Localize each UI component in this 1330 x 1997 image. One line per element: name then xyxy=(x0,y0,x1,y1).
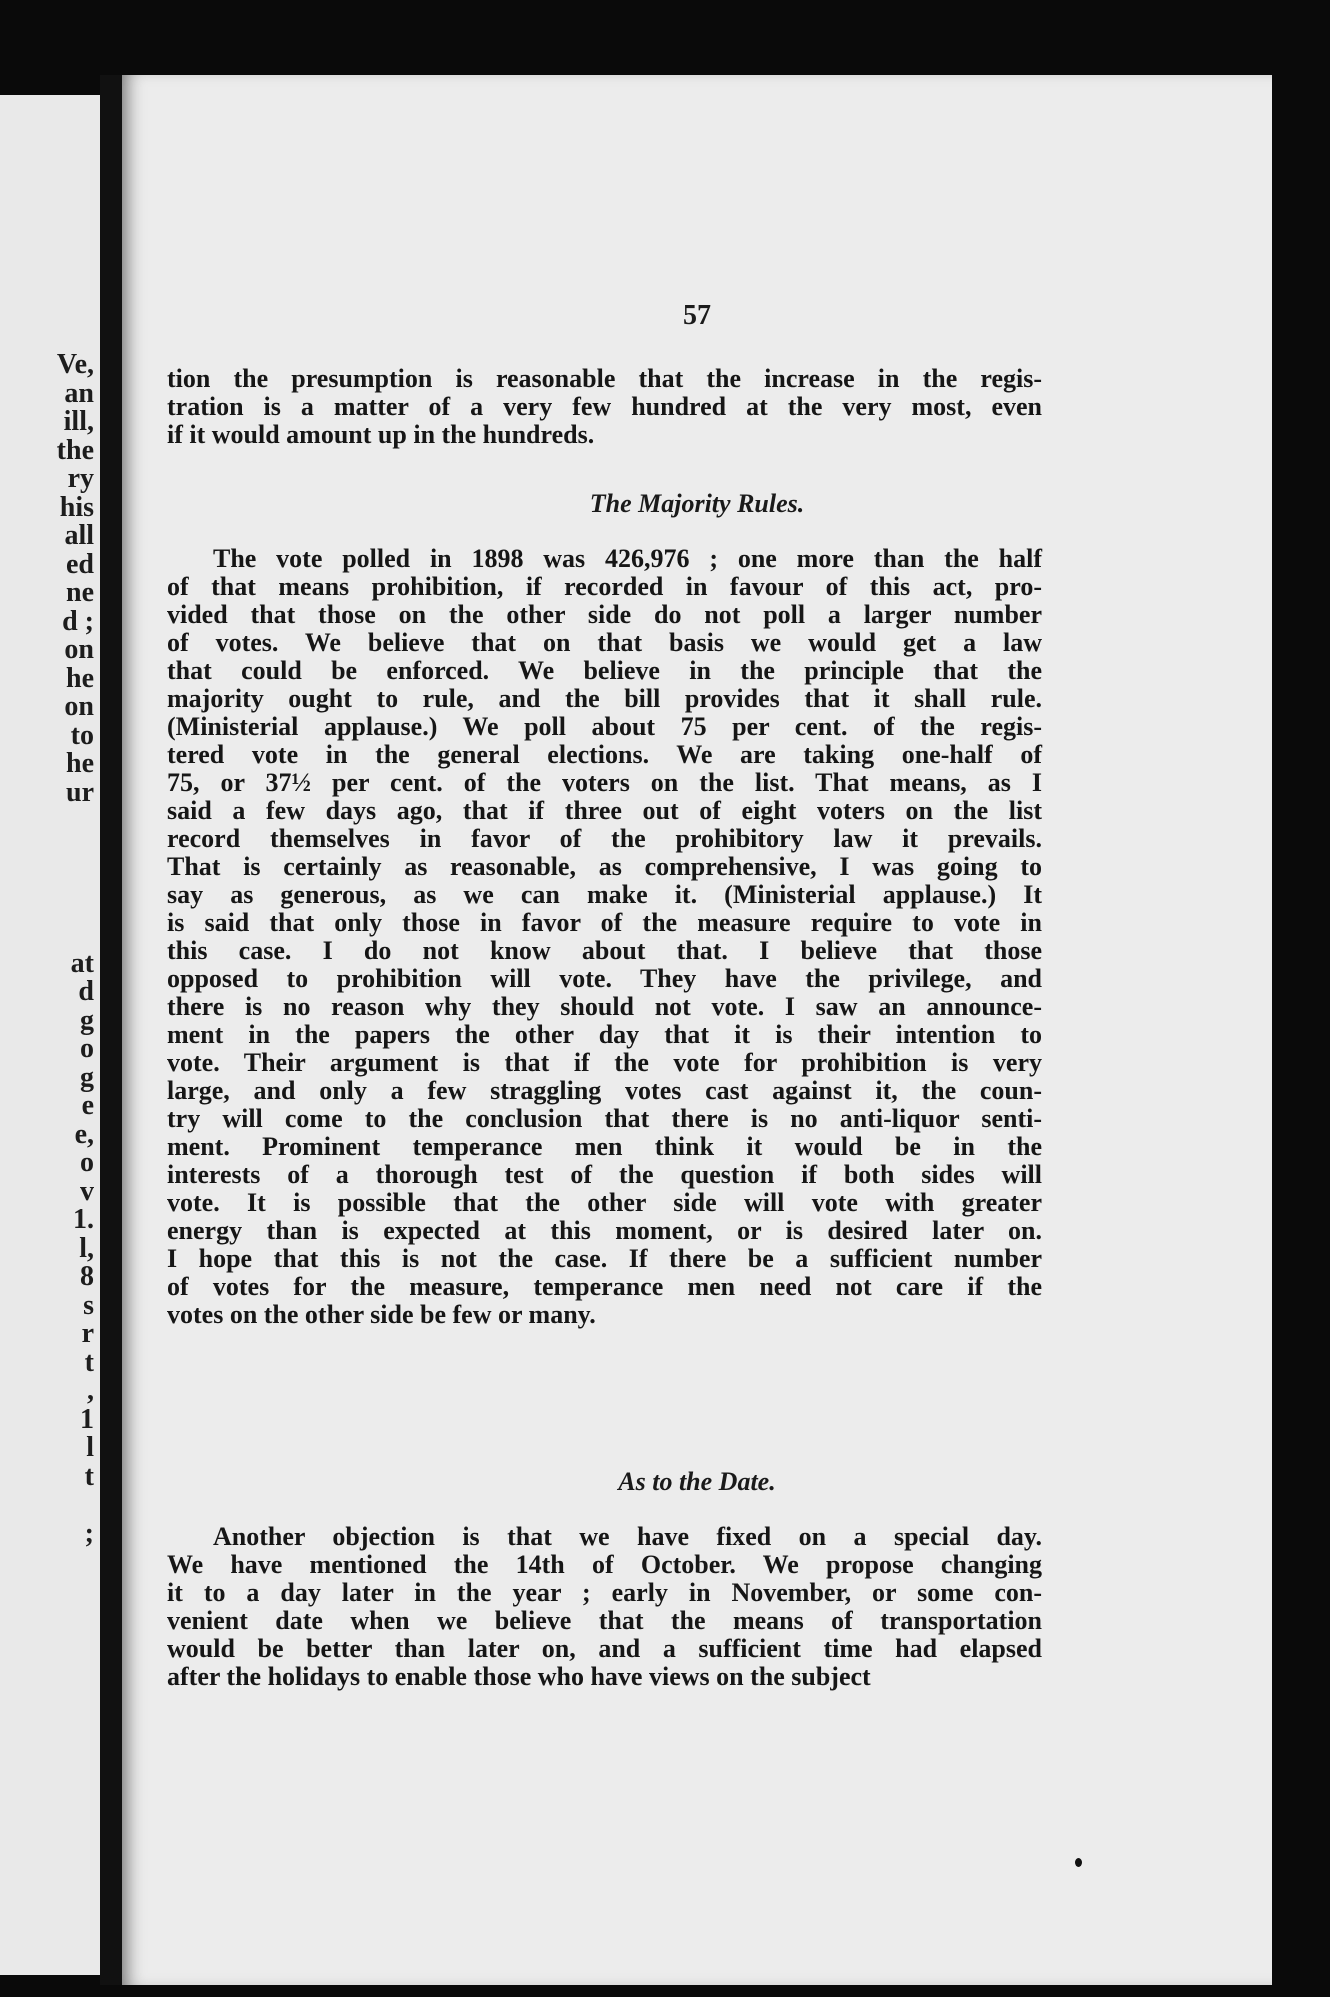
left-page-fragment: ne xyxy=(66,577,94,608)
left-page-fragment: t xyxy=(84,1346,94,1378)
paragraph-1 xyxy=(167,365,1042,449)
ink-speck xyxy=(1075,1858,1082,1867)
left-page-fragment: on xyxy=(64,634,94,665)
left-page-fragment: ill, xyxy=(63,406,94,437)
text-line: That is certainly as reasonable, as comprehensive, I was going to xyxy=(167,852,1042,881)
text-line: would be better than later on, and a sufficient time had elapsed xyxy=(167,1634,1042,1663)
text-line: it to a day later in the year ; early in November, or some con- xyxy=(167,1578,1042,1607)
left-page-fragment: o xyxy=(80,1033,94,1064)
left-page-fragment: l xyxy=(86,1432,94,1463)
left-page-fragment: at xyxy=(70,947,94,979)
text-line: The vote polled in 1898 was 426,976 ; one more than the half xyxy=(213,544,1042,573)
left-page-fragment: g xyxy=(80,1061,94,1093)
text-line: ment. Prominent temperance men think it would be in the xyxy=(167,1132,1042,1161)
text-line: there is no reason why they should not vote. I saw an announce- xyxy=(167,992,1042,1021)
text-line: large, and only a few straggling votes cast against it, the coun- xyxy=(167,1076,1042,1105)
text-line: say as generous, as we can make it. (Ministerial applause.) It xyxy=(167,880,1042,909)
text-line: vote. It is possible that the other side will vote with greater xyxy=(167,1188,1042,1217)
left-page-fragment: , xyxy=(87,1375,94,1406)
text-line: that could be enforced. We believe in the principle that the xyxy=(167,656,1042,685)
left-page-fragment: t xyxy=(84,1460,94,1492)
text-line: tered vote in the general elections. We are taking one-half of xyxy=(167,740,1042,769)
book-page xyxy=(122,75,1272,1985)
text-line: 75, or 37½ per cent. of the voters on the list. That means, as I xyxy=(167,768,1042,797)
text-line: majority ought to rule, and the bill provides that it shall rule. xyxy=(167,684,1042,713)
section-heading-majority-rules: The Majority Rules. xyxy=(589,489,805,518)
text-line: opposed to prohibition will vote. They have the privilege, and xyxy=(167,964,1042,993)
text-line: record themselves in favor of the prohibitory law it prevails. xyxy=(167,824,1042,853)
left-page-fragment: 1 xyxy=(80,1403,94,1435)
left-page-fragment: an xyxy=(64,377,94,409)
paragraph-2 xyxy=(167,545,1042,1329)
text-line: is said that only those in favor of the measure require to vote in xyxy=(167,908,1042,937)
left-page-fragment: o xyxy=(80,1147,94,1178)
left-page-fragment: r xyxy=(81,1318,94,1349)
left-page-fragment: e, xyxy=(74,1118,94,1150)
text-line: after the holidays to enable those who have views on the subject xyxy=(167,1662,871,1691)
left-page-fragment: his xyxy=(59,491,94,523)
text-line: energy than is expected at this moment, or is desired later on. xyxy=(167,1216,1042,1245)
text-line: I hope that this is not the case. If there be a sufficient number xyxy=(167,1244,1042,1273)
left-page-fragment: 1. xyxy=(73,1204,94,1235)
text-line: We have mentioned the 14th of October. We propose changing xyxy=(167,1550,1042,1579)
left-page-fragment: l, xyxy=(79,1232,94,1264)
left-page-fragment: g xyxy=(80,1004,94,1036)
left-page-fragment: 8 xyxy=(80,1261,94,1292)
text-line: votes on the other side be few or many. xyxy=(167,1300,596,1329)
left-facing-page xyxy=(0,95,100,1975)
text-line: vided that those on the other side do not poll a larger number xyxy=(167,600,1042,629)
text-line: (Ministerial applause.) We poll about 75 per cent. of the regis- xyxy=(167,712,1042,741)
left-page-fragment: d xyxy=(78,976,94,1007)
text-line: said a few days ago, that if three out of eight voters on the list xyxy=(167,796,1042,825)
text-line: if it would amount up in the hundreds. xyxy=(167,420,595,449)
left-page-fragment: v xyxy=(80,1175,94,1207)
left-page-fragment: the xyxy=(56,434,94,466)
left-page-fragment: ; xyxy=(84,1517,94,1549)
text-line: of votes. We believe that on that basis we would get a law xyxy=(167,628,1042,657)
text-line: try will come to the conclusion that there is no anti-liquor senti- xyxy=(167,1104,1042,1133)
left-page-fragment: to xyxy=(70,719,94,751)
text-line: vote. Their argument is that if the vote for prohibition is very xyxy=(167,1048,1042,1077)
text-line: tration is a matter of a very few hundred at the very most, even xyxy=(167,392,1042,421)
text-line: of that means prohibition, if recorded in favour of this act, pro- xyxy=(167,572,1042,601)
left-page-fragment: he xyxy=(66,662,94,694)
left-page-fragment: Ve, xyxy=(56,349,94,380)
text-line: interests of a thorough test of the question if both sides will xyxy=(167,1160,1042,1189)
left-page-fragment: on xyxy=(64,691,94,722)
text-line: Another objection is that we have fixed on a special day. xyxy=(213,1522,1042,1551)
text-line: of votes for the measure, temperance men need not care if the xyxy=(167,1272,1042,1301)
left-page-fragment: ur xyxy=(66,776,94,808)
left-page-fragment: all xyxy=(64,520,94,551)
text-line: tion the presumption is reasonable that the increase in the regis- xyxy=(167,364,1042,393)
left-page-fragment: ry xyxy=(67,463,94,494)
text-line: this case. I do not know about that. I believe that those xyxy=(167,936,1042,965)
section-heading-as-to-the-date: As to the Date. xyxy=(618,1467,776,1496)
left-page-fragment: d ; xyxy=(62,605,94,637)
text-line: venient date when we believe that the means of transportation xyxy=(167,1606,1042,1635)
left-page-fragment: e xyxy=(81,1090,94,1121)
text-line: ment in the papers the other day that it is their intention to xyxy=(167,1020,1042,1049)
left-page-fragment: ed xyxy=(66,548,94,580)
left-page-fragment: s xyxy=(83,1289,94,1321)
left-page-fragment: he xyxy=(66,748,94,779)
page-number: 57 xyxy=(683,300,711,331)
paragraph-3 xyxy=(167,1523,1042,1691)
